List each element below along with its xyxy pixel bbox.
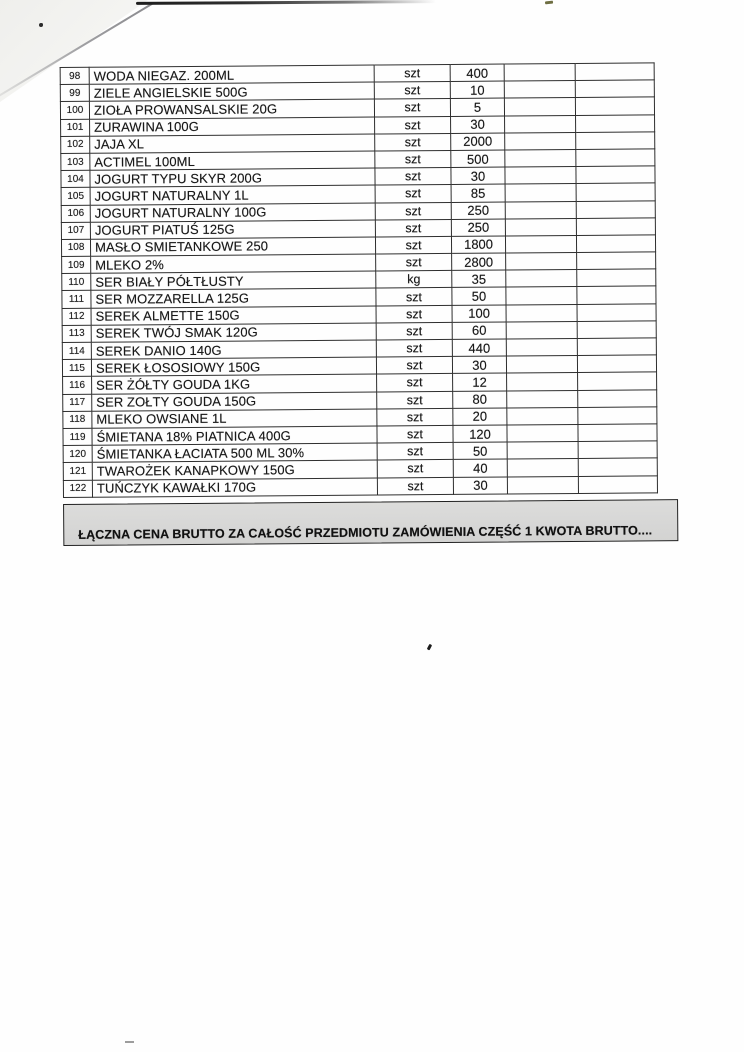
unit-cell: szt bbox=[375, 168, 451, 186]
unit-price-empty-cell bbox=[505, 184, 576, 202]
unit-price-empty-cell bbox=[506, 356, 577, 374]
value-empty-cell bbox=[576, 200, 655, 218]
unit-cell: szt bbox=[377, 460, 453, 478]
product-name-cell: JAJA XL bbox=[90, 134, 375, 153]
unit-cell: szt bbox=[375, 219, 451, 237]
value-empty-cell bbox=[578, 424, 657, 442]
quantity-cell: 1800 bbox=[451, 236, 505, 254]
value-empty-cell bbox=[577, 269, 656, 287]
product-name-cell: TUŃCZYK KAWAŁKI 170G bbox=[92, 478, 377, 497]
quantity-cell: 250 bbox=[451, 219, 505, 237]
product-name-cell: MASŁO SMIETANKOWE 250 bbox=[90, 237, 375, 256]
quantity-cell: 2000 bbox=[451, 133, 505, 151]
row-number-cell: 115 bbox=[62, 359, 91, 376]
unit-cell: kg bbox=[376, 271, 452, 289]
unit-cell: szt bbox=[375, 202, 451, 220]
product-name-cell: MLEKO 2% bbox=[91, 254, 376, 273]
product-name-cell: SEREK TWÓJ SMAK 120G bbox=[91, 323, 376, 342]
row-number-cell: 100 bbox=[60, 102, 89, 119]
product-name-cell: JOGURT NATURALNY 1L bbox=[90, 185, 375, 204]
unit-cell: szt bbox=[377, 425, 453, 443]
row-number-cell: 98 bbox=[60, 67, 89, 84]
row-number-cell: 114 bbox=[62, 342, 91, 359]
unit-price-empty-cell bbox=[507, 407, 578, 425]
quantity-cell: 35 bbox=[452, 270, 506, 288]
unit-cell: szt bbox=[375, 116, 451, 134]
product-name-cell: ZIELE ANGIELSKIE 500G bbox=[89, 82, 374, 101]
scan-artifact-speck-top bbox=[545, 1, 553, 4]
quantity-cell: 12 bbox=[453, 373, 507, 391]
row-number-cell: 107 bbox=[61, 222, 90, 239]
quantity-cell: 50 bbox=[453, 442, 507, 460]
product-name-cell: SER ŻÓŁTY GOUDA 1KG bbox=[92, 374, 377, 393]
unit-cell: szt bbox=[376, 305, 452, 323]
unit-cell: szt bbox=[377, 391, 453, 409]
product-name-cell: SER BIAŁY PÓŁTŁUSTY bbox=[91, 271, 376, 290]
product-name-cell: WODA NIEGAZ. 200ML bbox=[89, 65, 374, 84]
row-number-cell: 117 bbox=[63, 394, 92, 411]
row-number-cell: 113 bbox=[62, 325, 91, 342]
value-empty-cell bbox=[575, 63, 654, 81]
unit-price-empty-cell bbox=[504, 98, 575, 116]
row-number-cell: 105 bbox=[61, 188, 90, 205]
unit-cell: szt bbox=[376, 288, 452, 306]
unit-price-empty-cell bbox=[505, 167, 576, 185]
value-empty-cell bbox=[577, 355, 656, 373]
value-empty-cell bbox=[576, 166, 655, 184]
value-empty-cell bbox=[576, 235, 655, 253]
order-items-tbody bbox=[60, 63, 657, 497]
row-number-cell: 116 bbox=[63, 377, 92, 394]
unit-price-empty-cell bbox=[507, 459, 578, 477]
unit-cell: szt bbox=[376, 357, 452, 375]
unit-price-empty-cell bbox=[507, 424, 578, 442]
unit-cell: szt bbox=[376, 322, 452, 340]
unit-price-empty-cell bbox=[507, 442, 578, 460]
product-name-cell: SER ZOŁTY GOUDA 150G bbox=[92, 392, 377, 411]
scan-artifact-speck-bottom bbox=[125, 1041, 134, 1043]
product-name-cell: SEREK ALMETTE 150G bbox=[91, 306, 376, 325]
quantity-cell: 80 bbox=[453, 391, 507, 409]
quantity-cell: 50 bbox=[452, 287, 506, 305]
total-gross-price-label: ŁĄCZNA CENA BRUTTO ZA CAŁOŚĆ PRZEDMIOTU ZAMÓWIENIA CZĘŚĆ 1 KWOTA BRUTTO.... bbox=[78, 523, 653, 542]
product-name-cell: ŚMIETANA 18% PIATNICA 400G bbox=[92, 426, 377, 445]
quantity-cell: 30 bbox=[451, 167, 505, 185]
scan-artifact-speck-middle bbox=[427, 644, 432, 650]
product-name-cell: TWAROŻEK KANAPKOWY 150G bbox=[92, 460, 377, 479]
unit-price-empty-cell bbox=[505, 218, 576, 236]
quantity-cell: 10 bbox=[450, 81, 504, 99]
unit-price-empty-cell bbox=[505, 132, 576, 150]
value-empty-cell bbox=[578, 407, 657, 425]
quantity-cell: 5 bbox=[450, 98, 504, 116]
quantity-cell: 400 bbox=[450, 64, 504, 82]
unit-price-empty-cell bbox=[506, 253, 577, 271]
row-number-cell: 122 bbox=[63, 480, 92, 497]
unit-cell: szt bbox=[377, 408, 453, 426]
unit-price-empty-cell bbox=[505, 115, 576, 133]
row-number-cell: 121 bbox=[63, 463, 92, 480]
row-number-cell: 106 bbox=[61, 205, 90, 222]
quantity-cell: 2800 bbox=[452, 253, 506, 271]
value-empty-cell bbox=[578, 372, 657, 390]
product-name-cell: JOGURT PIATUŚ 125G bbox=[90, 220, 375, 239]
total-gross-price-bar bbox=[63, 499, 678, 546]
quantity-cell: 30 bbox=[453, 477, 507, 495]
table-row bbox=[63, 475, 657, 497]
unit-cell: szt bbox=[375, 236, 451, 254]
product-name-cell: JOGURT NATURALNY 100G bbox=[90, 203, 375, 222]
row-number-cell: 109 bbox=[62, 256, 91, 273]
unit-cell: szt bbox=[376, 254, 452, 272]
unit-price-empty-cell bbox=[505, 235, 576, 253]
quantity-cell: 20 bbox=[453, 408, 507, 426]
unit-cell: szt bbox=[375, 133, 451, 151]
unit-cell: szt bbox=[375, 150, 451, 168]
unit-price-empty-cell bbox=[507, 476, 578, 494]
quantity-cell: 30 bbox=[451, 116, 505, 134]
unit-price-empty-cell bbox=[506, 321, 577, 339]
unit-price-empty-cell bbox=[505, 201, 576, 219]
value-empty-cell bbox=[576, 183, 655, 201]
quantity-cell: 250 bbox=[451, 202, 505, 220]
unit-price-empty-cell bbox=[507, 390, 578, 408]
value-empty-cell bbox=[577, 303, 656, 321]
quantity-cell: 500 bbox=[451, 150, 505, 168]
row-number-cell: 99 bbox=[60, 84, 89, 101]
product-name-cell: SEREK ŁOSOSIOWY 150G bbox=[91, 357, 376, 376]
unit-cell: szt bbox=[377, 443, 453, 461]
product-name-cell: MLEKO OWSIANE 1L bbox=[92, 409, 377, 428]
value-empty-cell bbox=[576, 149, 655, 167]
quantity-cell: 60 bbox=[452, 322, 506, 340]
row-number-cell: 118 bbox=[63, 411, 92, 428]
value-empty-cell bbox=[576, 114, 655, 132]
quantity-cell: 100 bbox=[452, 305, 506, 323]
unit-cell: szt bbox=[374, 82, 450, 100]
value-empty-cell bbox=[576, 218, 655, 236]
row-number-cell: 112 bbox=[62, 308, 91, 325]
row-number-cell: 110 bbox=[62, 274, 91, 291]
row-number-cell: 104 bbox=[61, 170, 90, 187]
document-sheet bbox=[60, 62, 663, 545]
value-empty-cell bbox=[577, 321, 656, 339]
row-number-cell: 120 bbox=[63, 445, 92, 462]
quantity-cell: 120 bbox=[453, 425, 507, 443]
value-empty-cell bbox=[575, 97, 654, 115]
product-name-cell: JOGURT TYPU SKYR 200G bbox=[90, 168, 375, 187]
quantity-cell: 85 bbox=[451, 184, 505, 202]
value-empty-cell bbox=[578, 441, 657, 459]
value-empty-cell bbox=[578, 475, 657, 493]
value-empty-cell bbox=[575, 80, 654, 98]
scan-artifact-top-edge-line bbox=[136, 0, 436, 5]
unit-cell: szt bbox=[374, 64, 450, 82]
quantity-cell: 40 bbox=[453, 459, 507, 477]
unit-cell: szt bbox=[376, 339, 452, 357]
row-number-cell: 111 bbox=[62, 291, 91, 308]
value-empty-cell bbox=[578, 458, 657, 476]
product-name-cell: ZURAWINA 100G bbox=[90, 117, 375, 136]
unit-price-empty-cell bbox=[504, 63, 575, 81]
unit-price-empty-cell bbox=[505, 149, 576, 167]
value-empty-cell bbox=[578, 389, 657, 407]
value-empty-cell bbox=[577, 252, 656, 270]
unit-cell: szt bbox=[377, 374, 453, 392]
product-name-cell: ZIOŁA PROWANSALSKIE 20G bbox=[89, 99, 374, 118]
row-number-cell: 119 bbox=[63, 428, 92, 445]
order-items-table bbox=[60, 62, 658, 497]
product-name-cell: SER MOZZARELLA 125G bbox=[91, 288, 376, 307]
row-number-cell: 108 bbox=[61, 239, 90, 256]
quantity-cell: 440 bbox=[452, 339, 506, 357]
unit-price-empty-cell bbox=[506, 287, 577, 305]
product-name-cell: SEREK DANIO 140G bbox=[91, 340, 376, 359]
value-empty-cell bbox=[577, 338, 656, 356]
unit-price-empty-cell bbox=[506, 270, 577, 288]
scan-artifact-ink-dot bbox=[39, 23, 43, 27]
value-empty-cell bbox=[576, 132, 655, 150]
value-empty-cell bbox=[577, 286, 656, 304]
product-name-cell: ŚMIETANKA ŁACIATA 500 ML 30% bbox=[92, 443, 377, 462]
unit-cell: szt bbox=[374, 99, 450, 117]
product-name-cell: ACTIMEL 100ML bbox=[90, 151, 375, 170]
unit-cell: szt bbox=[377, 477, 453, 495]
quantity-cell: 30 bbox=[452, 356, 506, 374]
unit-price-empty-cell bbox=[506, 338, 577, 356]
unit-price-empty-cell bbox=[506, 304, 577, 322]
row-number-cell: 102 bbox=[61, 136, 90, 153]
unit-price-empty-cell bbox=[504, 81, 575, 99]
row-number-cell: 103 bbox=[61, 153, 90, 170]
row-number-cell: 101 bbox=[61, 119, 90, 136]
unit-cell: szt bbox=[375, 185, 451, 203]
unit-price-empty-cell bbox=[507, 373, 578, 391]
